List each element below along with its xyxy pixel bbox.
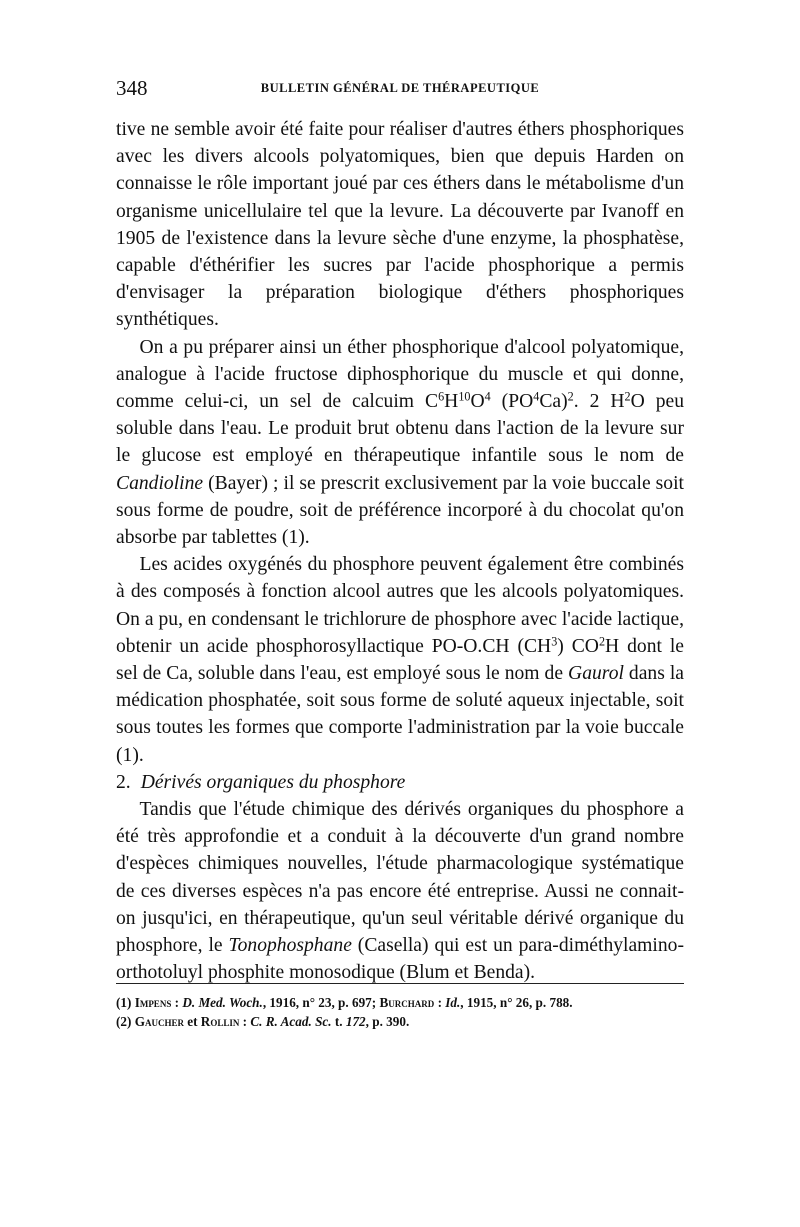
superscript: 6	[438, 389, 445, 404]
footnotes	[116, 994, 684, 1031]
paragraph-4	[116, 796, 684, 986]
text-run: (Bayer) ; il se prescrit exclusivement par la voie buccale soit sous forme de poudre, soit de préférence incorporé à du chocolat qu'on absorbe par tablettes (1).	[116, 472, 684, 549]
footnote-1	[116, 994, 684, 1013]
superscript: 3	[551, 634, 558, 649]
superscript: 2	[624, 389, 631, 404]
paragraph-2	[116, 334, 684, 552]
footnote-author: Burchard	[379, 995, 435, 1010]
footnote-reference: , 1915, n° 26, p. 788.	[460, 995, 573, 1010]
page-number: 348	[116, 76, 148, 100]
footnote-2	[116, 1013, 684, 1032]
superscript: 10	[458, 389, 471, 404]
text-run: O peu soluble dans l'eau. Le produit brut obtenu dans l'action de la levure sur le glucose est employé en thérapeutique infantile sous le nom de	[116, 391, 684, 467]
superscript: 2	[567, 389, 574, 404]
paragraph-3	[116, 551, 684, 769]
text-run: . 2 H	[573, 391, 625, 413]
footnote-author: Impens	[134, 995, 172, 1010]
superscript: 4	[533, 389, 540, 404]
footnote-reference: t.	[331, 1013, 346, 1029]
text-run: Tandis que l'étude chimique des dérivés organiques du phosphore a été très approfondie et a conduit à la découverte d'un grand nombre d'espèces chimiques nouvelles, l'étude pharmacologique systématique de ces diverses espèces n'a pas encore été entreprise. Aussi ne connait-on jusqu'ici, en thérapeutique, qu'un seul véritable dérivé organique du phosphore, le	[116, 799, 684, 957]
product-name-candioline: Candioline	[116, 472, 204, 494]
superscript: 4	[484, 389, 491, 404]
footnote-reference: , p. 390.	[365, 1013, 410, 1029]
text-run: :	[171, 995, 183, 1010]
text-run: H	[444, 391, 459, 413]
text-run: H dont le sel de Ca, soluble dans l'eau, est employé sous le nom de	[116, 635, 685, 685]
body-text	[116, 116, 684, 987]
product-name-gaurol: Gaurol	[568, 663, 624, 685]
section-number: 2.	[116, 771, 131, 793]
page-header	[116, 76, 684, 102]
text-run: On a pu préparer ainsi un éther phosphorique d'alcool polyatomique, analogue à l'acide fructose diphosphorique du muscle et qui donne, comme celui-ci, un sel de calcuim C	[116, 336, 684, 413]
text-run: ) CO	[557, 635, 599, 657]
text-run: Ca)	[539, 391, 568, 413]
text-run: (Casella) qui est un para-diméthylamino-orthotoluyl phosphite monosodique (Blum et Benda).	[116, 935, 684, 984]
footnote-author: Rollin	[200, 1013, 240, 1029]
section-title: Dérivés organiques du phosphore	[140, 771, 406, 793]
running-title: BULLETIN GÉNÉRAL DE THÉRAPEUTIQUE	[260, 81, 540, 95]
footnote-volume: 172	[345, 1013, 366, 1029]
product-name-tonophosphane: Tonophosphane	[228, 935, 352, 957]
text-run: Les acides oxygénés du phosphore peuvent également être combinés à des composés à fonction alcool autres que les alcools polyatomiques. On a pu, en condensant le trichlorure de phosphore avec l'acide lactique, obtenir un acide phosphorosyllactique PO-O.CH (CH	[116, 554, 684, 657]
footnote-reference: , 1916, n° 23, p. 697;	[262, 995, 380, 1010]
text-run: :	[434, 995, 446, 1010]
footnote-journal: Id.	[445, 995, 461, 1010]
text-run: et	[183, 1013, 201, 1029]
paragraph-1: tive ne semble avoir été faite pour réaliser d'autres éthers phosphoriques avec les divers alcools polyatomiques, bien que depuis Harden on connaisse le rôle important joué par ces éthers dans le métabolisme d'un organisme unicellulaire tel que la levure. La découverte par Ivanoff en 1905 de l'existence dans la levure sèche d'une enzyme, la phosphatèse, capable d'éthérifier les sucres par l'acide phosphorique a permis d'envisager la préparation biologique d'éthers phosphoriques synthétiques.	[116, 119, 684, 331]
text-run: O	[470, 391, 485, 413]
footnote-marker: (2)	[116, 1013, 132, 1029]
footnote-marker: (1)	[116, 995, 132, 1010]
text-run: (PO	[490, 391, 534, 413]
section-heading	[116, 769, 684, 796]
text-run: :	[239, 1013, 251, 1029]
footnote-journal: C. R. Acad. Sc.	[250, 1013, 332, 1029]
superscript: 2	[598, 634, 606, 649]
footnote-divider	[116, 983, 684, 984]
footnote-author: Gaucher	[134, 1013, 184, 1029]
footnote-journal: D. Med. Woch.	[182, 995, 263, 1010]
text-run: dans la médication phosphatée, soit sous forme de soluté aqueux injectable, soit sous toutes les formes que comporte l'administration par la voie buccale (1).	[116, 663, 684, 766]
